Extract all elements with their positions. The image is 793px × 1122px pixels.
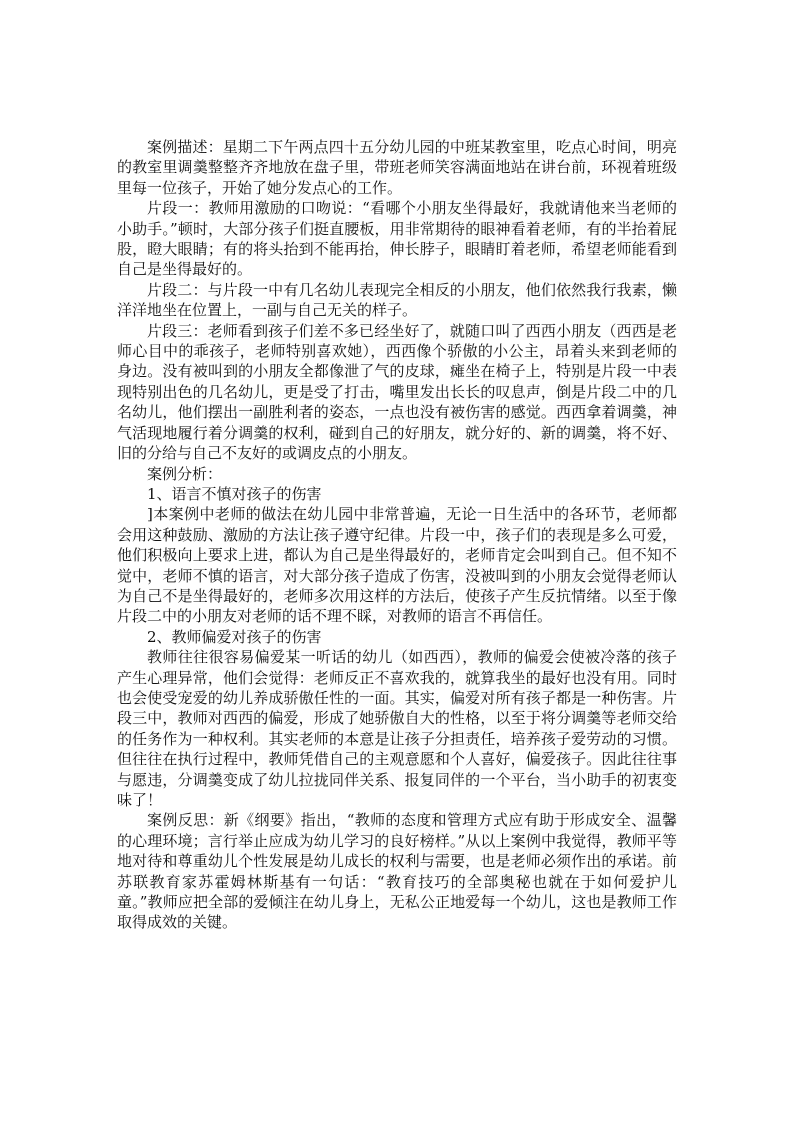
paragraph-segment-three: 片段三：老师看到孩子们差不多已经坐好了，就随口叫了西西小朋友（西西是老师心目中的乖孩子，老师特别喜欢她），西西像个骄傲的小公主，昂着头来到老师的身边。没有被叫到的小朋友全都像泄了气的皮球，瘫坐在椅子上，特别是片段一中表现特别出色的几名幼儿，更是受了打击，嘴里发出长长的叹息声，倒是片段二中的几名幼儿，他们摆出一副胜利者的姿态，一点也没有被伤害的感觉。西西拿着调羹，神气活现地履行着分调羹的权利，碰到自己的好朋友，就分好的、新的调羹，将不好、旧的分给与自己不友好的或调皮点的小朋友。 [117, 321, 677, 463]
paragraph-case-description: 案例描述：星期二下午两点四十五分幼儿园的中班某教室里，吃点心时间，明亮的教室里调羹整整齐齐地放在盘子里，带班老师笑容满面地站在讲台前，环视着班级里每一位孩子，开始了她分发点心的工作。 [117, 138, 677, 197]
paragraph-segment-two: 片段二：与片段一中有几名幼儿表现完全相反的小朋友，他们依然我行我素，懒洋洋地坐在位置上，一副与自己无关的样子。 [117, 280, 677, 320]
paragraph-favoritism-harm: 教师往往很容易偏爱某一听话的幼儿（如西西），教师的偏爱会使被冷落的孩子产生心理异常，他们会觉得：老师反正不喜欢我的，就算我坐的最好也没有用。同时也会使受宠爱的幼儿养成骄傲任性的一面。其实，偏爱对所有孩子都是一种伤害。片段三中，教师对西西的偏爱，形成了她骄傲自大的性格，以至于将分调羹等老师交给的任务作为一种权利。其实老师的本意是让孩子分担责任，培养孩子爱劳动的习惯。但往往在执行过程中，教师凭借自己的主观意愿和个人喜好，偏爱孩子。因此往往事与愿违，分调羹变成了幼儿拉拢同伴关系、报复同伴的一个平台，当小助手的初衷变味了！ [117, 648, 677, 809]
document-body [117, 137, 677, 933]
paragraph-segment-one: 片段一：教师用激励的口吻说：“看哪个小朋友坐得最好，我就请他来当老师的小助手。”顿时，大部分孩子们挺直腰板，用非常期待的眼神看着老师，有的半抬着屁股，瞪大眼睛；有的将头抬到不能再抬，伸长脖子，眼睛盯着老师，希望老师能看到自己是坐得最好的。 [117, 199, 677, 279]
paragraph-language-harm: ]本案例中老师的做法在幼儿园中非常普遍，无论一日生活中的各环节，老师都会用这种鼓励、激励的方法让孩子遵守纪律。片段一中，孩子们的表现是多么可爱，他们积极向上要求上进，都认为自己是坐得最好的，老师肯定会叫到自己。但不知不觉中，老师不慎的语言，对大部分孩子造成了伤害，没被叫到的小朋友会觉得老师认为自己不是坐得最好的，老师多次用这样的方法后，使孩子产生反抗情绪。以至于像片段二中的小朋友对老师的话不理不睬，对教师的语言不再信任。 [117, 505, 677, 626]
subheading-favoritism-harm: 2、教师偏爱对孩子的伤害 [147, 627, 322, 646]
heading-case-analysis: 案例分析： [147, 464, 223, 483]
subheading-language-harm: 1、语言不慎对孩子的伤害 [147, 484, 322, 503]
paragraph-case-reflection: 案例反思：新《纲要》指出，“教师的态度和管理方式应有助于形成安全、温馨的心理环境；言行举止应成为幼儿学习的良好榜样。”从以上案例中我觉得，教师平等地对待和尊重幼儿个性发展是幼儿成长的权利与需要，也是老师必须作出的承诺。前苏联教育家苏霍姆林斯基有一句话：“教育技巧的全部奥秘也就在于如何爱护儿童。”教师应把全部的爱倾注在幼儿身上，无私公正地爱每一个幼儿，这也是教师工作取得成效的关键。 [117, 811, 677, 932]
